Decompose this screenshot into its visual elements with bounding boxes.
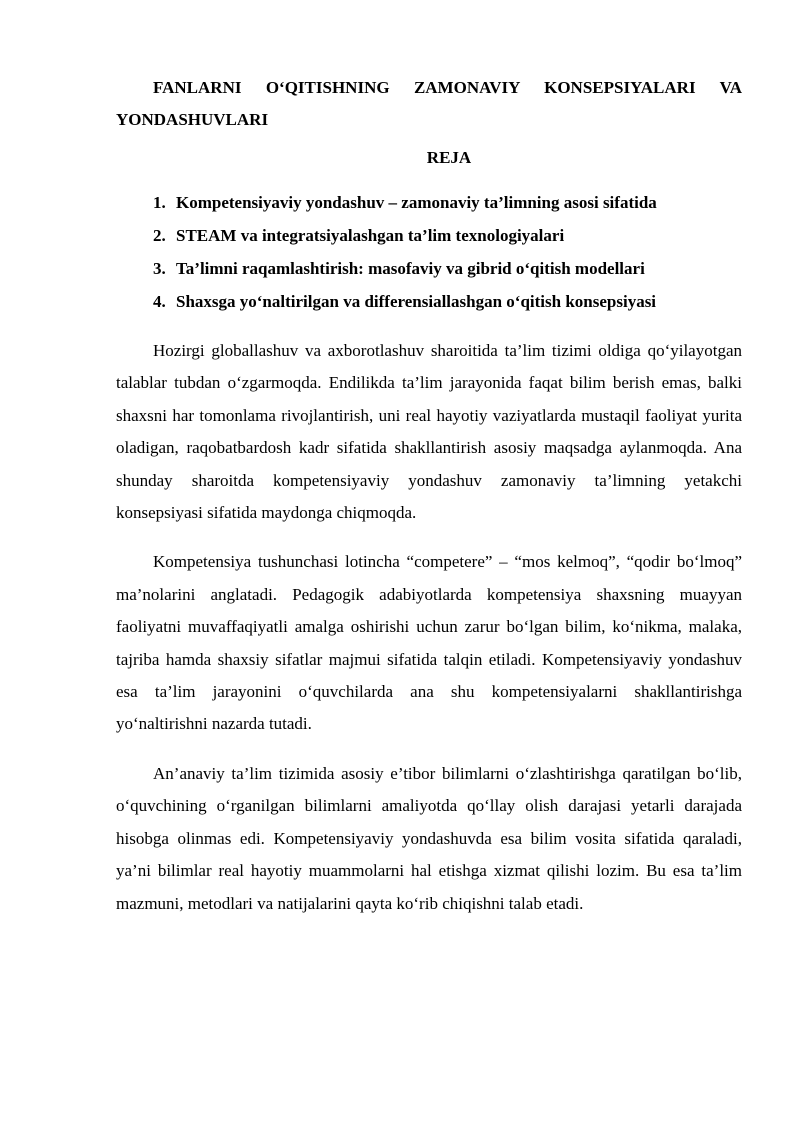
plan-list [116,186,742,318]
plan-item-number: 1. [153,193,166,212]
plan-item-number: 2. [153,226,166,245]
document-title: FANLARNI O‘QITISHNING ZAMONAVIY KONSEPSIYALARI VA YONDASHUVLARI [116,78,742,129]
document-page [116,72,742,937]
body-paragraph-1: Hozirgi globallashuv va axborotlashuv sharoitida ta’lim tizimi oldiga qo‘yilayotgan talablar tubdan o‘zgarmoqda. Endilikda ta’lim jarayonida faqat bilim berish emas, balki shaxsni har tomonlama rivojlantirish, uni real hayotiy vaziyatlarda mustaqil faoliyat yurita oladigan, raqobatbardosh kadr sifatida shakllantirish asosiy maqsadga aylanmoqda. Ana shunday sharoitda kompetensiyaviy yondashuv zamonaviy ta’limning yetakchi konsepsiyasi sifatida maydonga chiqmoqda. [116,341,742,523]
plan-item-1 [153,186,742,219]
body-paragraph-2: Kompetensiya tushunchasi lotincha “competere” – “mos kelmoq”, “qodir bo‘lmoq” ma’nolarini anglatadi. Pedagogik adabiyotlarda kompetensiya shaxsning muayyan faoliyatni muvaffaqiyatli amalga oshirishi uchun zarur bo‘lgan bilim, ko‘nikma, malaka, tajriba hamda shaxsiy sifatlar majmui sifatida talqin etiladi. Kompetensiyaviy yondashuv esa ta’lim jarayonini o‘quvchilarda ana shu kompetensiyalarni shakllantirishga yo‘naltirishni nazarda tutadi. [116,552,742,734]
plan-item-number: 4. [153,292,166,311]
plan-item-2 [153,219,742,252]
body-paragraph-3: An’anaviy ta’lim tizimida asosiy e’tibor bilimlarni o‘zlashtirishga qaratilgan bo‘lib, o‘quvchining o‘rganilgan bilimlarni amaliyotda qo‘llay olish darajasi yetarli darajada hisobga olinmas edi. Kompetensiyaviy yondashuvda esa bilim vosita sifatida qaraladi, ya’ni bilimlar real hayotiy muammolarni hal etishga xizmat qilishi lozim. Bu esa ta’lim mazmuni, metodlari va natijalarini qayta ko‘rib chiqishni talab etadi. [116,763,742,913]
plan-item-4 [153,285,742,318]
plan-item-text: Ta’limni raqamlashtirish: masofaviy va gibrid o‘qitish modellari [176,259,645,278]
plan-item-text: STEAM va integratsiyalashgan ta’lim texnologiyalari [176,226,565,245]
plan-item-text: Kompetensiyaviy yondashuv – zamonaviy ta’limning asosi sifatida [176,193,657,212]
plan-item-text: Shaxsga yo‘naltirilgan va differensiallashgan o‘qitish konsepsiyasi [176,292,657,311]
plan-item-3 [153,252,742,285]
plan-item-number: 3. [153,259,166,278]
plan-heading: REJA [426,148,472,167]
